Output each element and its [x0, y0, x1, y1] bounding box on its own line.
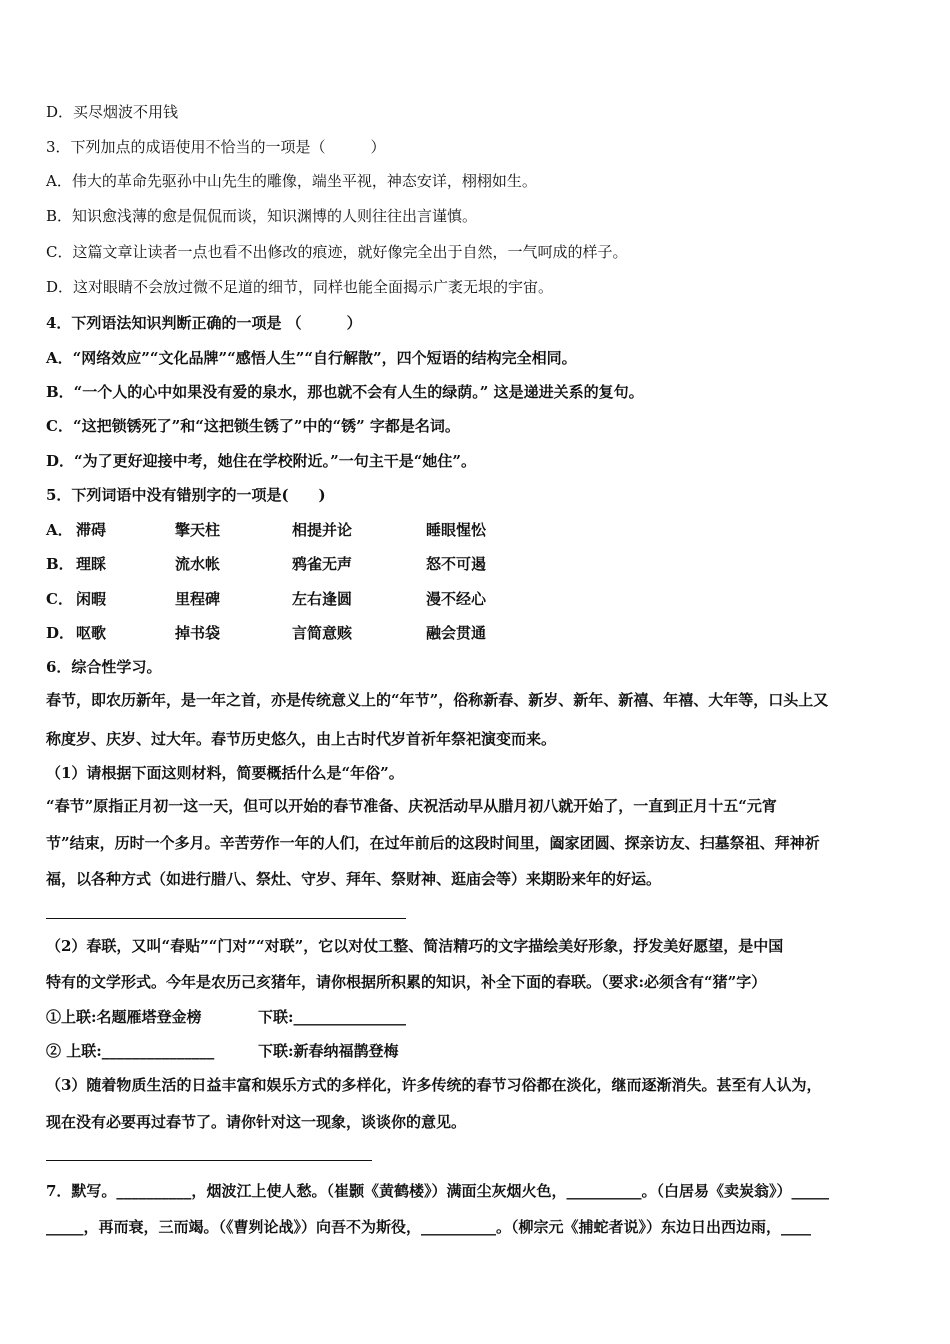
q5-word: 闲暇	[76, 590, 107, 608]
q6-part2-text: 特有的文学形式。今年是农历己亥猪年，请你根据所积累的知识，补全下面的春联。（要求:必须含有“猪”字）	[46, 973, 767, 991]
q5-option-label: D．	[46, 624, 75, 642]
q6-part1-material: “春节”原指正月初一这一天，但可以开始的春节准备、庆祝活动早从腊月初八就开始了，一直到正月十五“元宵	[46, 797, 777, 815]
q4-option-b: B．“一个人的心中如果没有爱的泉水，那也就不会有人生的绿荫。” 这是递进关系的复句。	[46, 383, 644, 401]
q5-stem: 5．下列词语中没有错别字的一项是( )	[46, 486, 326, 504]
q3-stem: 3．下列加点的成语使用不恰当的一项是（ ）	[46, 138, 386, 156]
q7-line: 7．默写。__________，烟波江上使人愁。（崔颢《黄鹤楼》）满面尘灰烟火色，__________。（白居易《卖炭翁》）_____	[46, 1182, 829, 1200]
q4-option-d: D．“为了更好迎接中考，她住在学校附近。”一句主干是“她住”。	[46, 452, 477, 470]
q5-word: 漫不经心	[426, 590, 487, 608]
q5-option-label: A．	[46, 521, 73, 539]
q6-intro-line: 称度岁、庆岁、过大年。春节历史悠久，由上古时代岁首祈年祭祀演变而来。	[46, 730, 557, 748]
couplet-2-upper-blank[interactable]: ② 上联:_______________	[46, 1042, 215, 1060]
q5-word: 融会贯通	[426, 624, 487, 642]
q5-word: 理睬	[76, 555, 107, 573]
q3-option-b: B．知识愈浅薄的愈是侃侃而谈，知识渊博的人则往往出言谨慎。	[46, 207, 478, 225]
q4-stem: 4．下列语法知识判断正确的一项是 （ ）	[46, 314, 362, 332]
q6-part1-material: 节”结束，历时一个多月。辛苦劳作一年的人们，在过年前后的这段时间里，阖家团圆、探亲访友、扫墓祭祖、拜神祈	[46, 834, 820, 852]
q5-option-label: C．	[46, 590, 73, 608]
answer-line[interactable]	[46, 918, 406, 919]
q5-word: 左右逢圆	[292, 590, 353, 608]
q3-option-a: A．伟大的革命先驱孙中山先生的雕像，端坐平视，神态安详，栩栩如生。	[46, 172, 537, 190]
q7-line: _____，再而衰，三而竭。（《曹刿论战》）向吾不为斯役，__________。（柳宗元《捕蛇者说》）东边日出西边雨，____	[46, 1218, 812, 1236]
q6-intro-line: 春节，即农历新年，是一年之首，亦是传统意义上的“年节”，俗称新春、新岁、新年、新禧、年禧、大年等，口头上又	[46, 691, 829, 709]
q5-word: 流水帐	[175, 555, 221, 573]
q4-option-c: C．“这把锁锈死了”和“这把锁生锈了”中的“锈” 字都是名词。	[46, 417, 460, 435]
q5-word: 言简意赅	[292, 624, 353, 642]
q5-word: 怒不可遏	[426, 555, 487, 573]
couplet-1-lower-blank[interactable]: 下联:_______________	[258, 1008, 407, 1026]
q5-word: 呕歌	[76, 624, 107, 642]
couplet-2-lower: 下联:新春纳福鹊登梅	[258, 1042, 399, 1060]
q4-option-a: A．“网络效应”“文化品牌”“感悟人生”“自行解散”，四个短语的结构完全相同。	[46, 349, 577, 367]
q3-option-c: C．这篇文章让读者一点也看不出修改的痕迹，就好像完全出于自然，一气呵成的样子。	[46, 243, 628, 261]
q2-option-d: D．买尽烟波不用钱	[46, 103, 179, 121]
q5-word: 掉书袋	[175, 624, 221, 642]
q5-word: 滞碍	[76, 521, 107, 539]
q5-word: 擎天柱	[175, 521, 221, 539]
q5-word: 鸦雀无声	[292, 555, 353, 573]
q6-part1-stem: （1）请根据下面这则材料，简要概括什么是“年俗”。	[46, 764, 404, 782]
q5-word: 里程碑	[175, 590, 221, 608]
couplet-1-upper: ①上联:名题雁塔登金榜	[46, 1008, 202, 1026]
q3-option-d: D．这对眼睛不会放过微不足道的细节，同样也能全面揭示广袤无垠的宇宙。	[46, 278, 554, 296]
q6-part1-material: 福，以各种方式（如进行腊八、祭灶、守岁、拜年、祭财神、逛庙会等）来期盼来年的好运。	[46, 870, 662, 888]
q5-word: 睡眼惺忪	[426, 521, 487, 539]
q5-word: 相提并论	[292, 521, 353, 539]
q6-part2-text: （2）春联，又叫“春贴”“门对”“对联”，它以对仗工整、简洁精巧的文字描绘美好形象，抒发美好愿望，是中国	[46, 937, 784, 955]
q5-option-label: B．	[46, 555, 74, 573]
q6-part3-text: （3）随着物质生活的日益丰富和娱乐方式的多样化，许多传统的春节习俗都在淡化，继而逐渐消失。甚至有人认为，	[46, 1076, 822, 1094]
answer-line[interactable]	[46, 1160, 372, 1161]
q6-stem: 6．综合性学习。	[46, 658, 162, 676]
q6-part3-text: 现在没有必要再过春节了。请你针对这一现象，谈谈你的意见。	[46, 1113, 467, 1131]
